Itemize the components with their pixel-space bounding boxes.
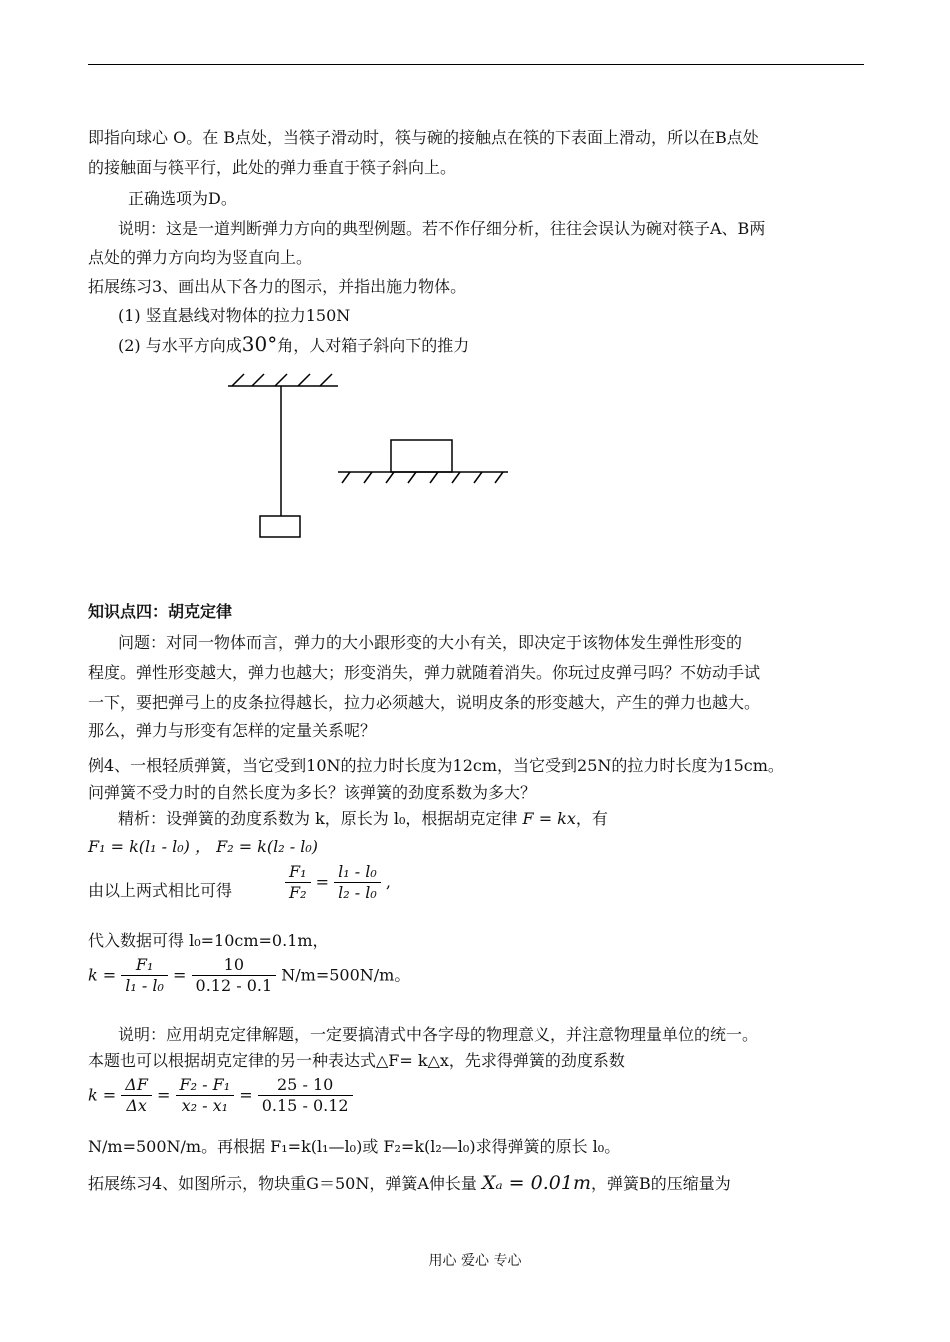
k-equation: k = $\frac{\text{F₁}}{\text{l₁ - l₀}}$ = $\frac{10}{0.12 - 0.1}$ N/m=500N/m。	[88, 955, 411, 995]
hanging-block	[260, 516, 300, 537]
numerator: l₁ - l₀	[338, 862, 377, 881]
text-line	[88, 1172, 731, 1195]
equation-line: F₁ = k(l₁ - l₀) ， F₂ = k(l₂ - l₀)	[88, 837, 319, 856]
text-fragment: 精析：设弹簧的劲度系数为 k，原长为 l₀，根据胡克定律	[118, 809, 518, 828]
denominator: Δx	[121, 1095, 152, 1116]
text-line: 代入数据可得 l₀=10cm=0.1m，	[88, 931, 329, 950]
text-fragment: ，有	[575, 809, 608, 828]
fraction	[121, 1075, 152, 1116]
text-line: 拓展练习3、画出从下各力的图示，并指出施力物体。	[88, 277, 467, 296]
text-line: (1) 竖直悬线对物体的拉力150N	[118, 306, 351, 325]
text-line: 点处的弹力方向均为竖直向上。	[88, 248, 313, 267]
k-result: N/m=500N/m。	[281, 965, 411, 985]
k-symbol: k =	[88, 965, 117, 985]
k2-equation: k = $\frac{\Delta F}{\Delta x}$ = $\frac{\text{F₂ - F₁}}{\text{x₂ - x₁}}$ = $\frac{25 - 10}{0.15 - 0.12}$	[88, 1075, 353, 1116]
hooke-law-formula: F = kx	[522, 809, 576, 828]
text-fragment: ，弹簧B的压缩量为	[590, 1174, 731, 1193]
fraction	[258, 1075, 353, 1116]
numerator: 10	[223, 955, 245, 974]
text-line: 问弹簧不受力时的自然长度为多长？该弹簧的劲度系数为多大？	[88, 783, 537, 802]
text-line: 那么，弹力与形变有怎样的定量关系呢？	[88, 721, 377, 740]
angle-value: 30°	[241, 332, 278, 356]
text-fragment: 角，人对箱子斜向下的推力	[277, 336, 470, 355]
ceiling-hatching	[232, 374, 332, 386]
text-line: 即指向球心 O。在 B点处，当筷子滑动时，筷与碗的接触点在筷的下表面上滑动，所以在B点处	[88, 128, 759, 147]
denominator: x₂ - x₁	[176, 1095, 235, 1116]
ratio-equation: $\frac{\text{F₁}}{\text{F₂}}$ = $\frac{\text{l₁ - l₀}}{\text{l₂ - l₀}}$ ,	[285, 862, 391, 903]
k-symbol: k =	[88, 1085, 117, 1105]
numerator: F₁	[135, 955, 154, 974]
box-on-floor-diagram	[338, 440, 508, 483]
text-line: 的接触面与筷平行，此处的弹力垂直于筷子斜向上。	[88, 158, 457, 177]
fraction	[121, 955, 168, 996]
page-footer: 用心 爱心 专心	[428, 1253, 522, 1269]
denominator: F₂	[285, 882, 311, 903]
text-line	[118, 808, 608, 830]
hanging-mass-diagram	[228, 374, 338, 537]
text-line: 正确选项为D。	[128, 189, 237, 208]
denominator: 0.15 - 0.12	[258, 1095, 353, 1116]
denominator: l₁ - l₀	[121, 975, 168, 996]
text-line: N/m=500N/m。再根据 F₁=k(l₁—l₀)或 F₂=k(l₂—l₀)求得弹簧的原长 l₀。	[88, 1137, 621, 1156]
text-fragment: 拓展练习4、如图所示，物块重G＝50N，弹簧A伸长量	[88, 1174, 477, 1193]
floor-hatching	[342, 472, 503, 483]
fraction	[192, 955, 277, 996]
text-line: 一下，要把弹弓上的皮条拉得越长，拉力必须越大，说明皮条的形变越大，产生的弹力也越大。	[88, 693, 761, 712]
text-line: 例4、一根轻质弹簧，当它受到10N的拉力时长度为12cm，当它受到25N的拉力时长度为15cm。	[88, 756, 784, 775]
text-fragment: (2) 与水平方向成	[118, 336, 242, 355]
text-line: 本题也可以根据胡克定律的另一种表达式△F= k△x，先求得弹簧的劲度系数	[88, 1051, 625, 1070]
text-line: 由以上两式相比可得	[88, 881, 233, 900]
numerator: F₁	[289, 862, 307, 881]
section-heading: 知识点四：胡克定律	[88, 602, 233, 621]
fraction	[176, 1075, 235, 1116]
text-line: 程度。弹性形变越大，弹力也越大；形变消失，弹力就随着消失。你玩过皮弹弓吗？不妨动手试	[88, 663, 761, 682]
numerator: ΔF	[125, 1075, 148, 1094]
numerator: F₂ - F₁	[179, 1075, 231, 1094]
fraction	[285, 862, 311, 903]
text-line: 问题：对同一物体而言，弹力的大小跟形变的大小有关，即决定于该物体发生弹性形变的	[118, 633, 743, 652]
denominator: l₂ - l₀	[334, 882, 381, 903]
text-line: 说明：应用胡克定律解题，一定要搞清式中各字母的物理意义，并注意物理量单位的统一。	[118, 1025, 759, 1044]
text-line: 说明：这是一道判断弹力方向的典型例题。若不作仔细分析，往往会误认为碗对筷子A、B两	[118, 219, 766, 238]
xa-formula: Xₐ = 0.01m	[481, 1172, 591, 1194]
box	[391, 440, 452, 472]
numerator: 25 - 10	[277, 1075, 334, 1094]
denominator: 0.12 - 0.1	[192, 975, 277, 996]
fraction	[334, 862, 381, 903]
